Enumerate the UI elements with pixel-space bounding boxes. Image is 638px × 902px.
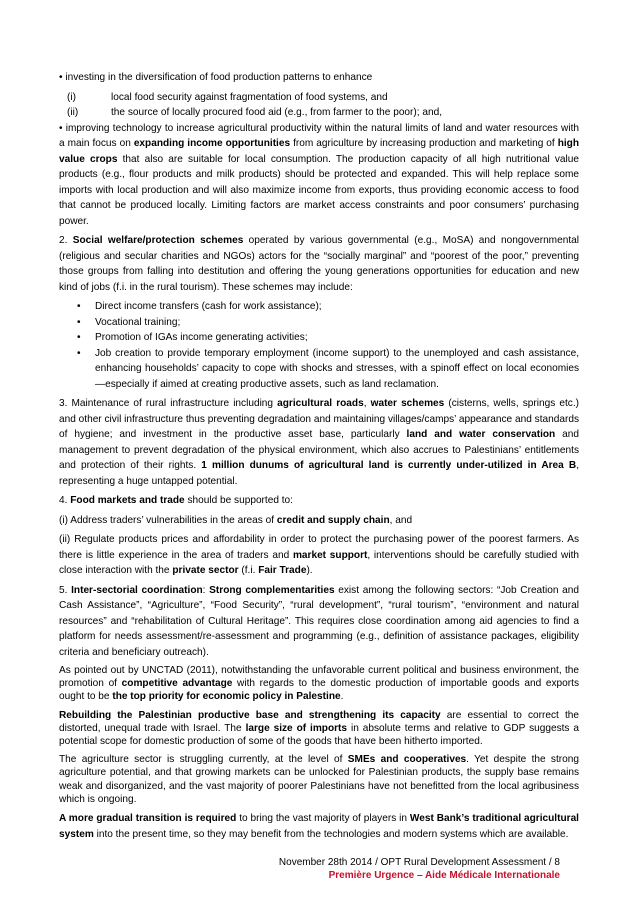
- text-run: (cisterns, wells, springs etc.) and other civil infrastructure thus preventing degradation and maintaining villages/camps’ appearance and standards of hygiene; and investment in the productive asset base, particularly: [59, 398, 580, 440]
- bold-text: 1 million dunums of agricultural land is currently under-utilized in Area B: [201, 460, 577, 471]
- bullet-glyph: •: [77, 316, 81, 328]
- bold-text: agricultural roads: [277, 398, 364, 409]
- text-run: 5.: [59, 584, 72, 596]
- paragraph-intersectorial: [59, 583, 579, 661]
- footer-organization: Première Urgence – Aide Médicale Internationale: [328, 870, 560, 881]
- text-run: with regards to the domestic production of importable goods and exports ought to be: [59, 678, 579, 703]
- text-run: local food security against fragmentation of food systems, and: [111, 91, 388, 103]
- bold-text: Rebuilding the Palestinian productive base and strengthening its capacity: [59, 709, 441, 721]
- bold-text: market support: [292, 549, 368, 561]
- paragraph-unctad: [59, 664, 579, 704]
- bold-text: SMEs and cooperatives: [347, 754, 467, 766]
- text-run: in absolute terms and relative to GDP suggests a potential scope for domestic production of some of the goods that have been hitherto imported.: [59, 722, 579, 748]
- text-run: 4.: [59, 495, 71, 506]
- bold-text: West Bank’s traditional agricultural system: [59, 813, 579, 840]
- text-run: , interventions should be carefully studied with close interaction with the: [59, 549, 579, 576]
- text-run: The agriculture sector is struggling currently, at the level of: [59, 754, 348, 766]
- text-run: to bring the vast majority of players in: [236, 813, 410, 825]
- paragraph-gradual: [59, 811, 579, 842]
- text-run: should be supported to:: [184, 495, 293, 506]
- text-run: ).: [306, 565, 313, 576]
- list-item: [59, 315, 579, 331]
- text-run: from agriculture by increasing production and marketing of: [290, 138, 558, 149]
- list-item: [59, 299, 579, 315]
- page-footer: [279, 856, 560, 882]
- list-item: [59, 330, 579, 346]
- paragraph-social: [59, 233, 579, 295]
- item-text: [111, 105, 579, 121]
- bold-text: high value crops: [59, 138, 580, 165]
- list-item-text: Promotion of IGAs income generating activities;: [95, 332, 308, 343]
- text-run: • improving technology to increase agricultural productivity within the natural limits of land and water resources with a main focus on: [59, 122, 579, 149]
- bold-text: land and water conservation: [406, 429, 556, 440]
- bold-text: Social welfare/protection schemes: [72, 235, 244, 246]
- list-item-text: Vocational training;: [95, 316, 181, 328]
- paragraph-maintenance: [59, 396, 579, 489]
- text-run: • investing in the diversification of food production patterns to enhance: [59, 72, 373, 83]
- text-run: the source of locally procured food aid (e.g., from farmer to the poor); and,: [111, 107, 443, 118]
- list-item-text: Direct income transfers (cash for work assistance);: [95, 301, 322, 312]
- bold-text: Food markets and trade: [70, 495, 185, 506]
- bold-text: competitive advantage: [121, 678, 233, 690]
- bold-text: water schemes: [370, 398, 445, 409]
- paragraph-traders: [59, 513, 579, 529]
- text-run: (ii) Regulate products prices and affordability in order to protect the purchasing power of the poorest farmers. As there is little experience in the area of traders and: [59, 534, 579, 561]
- paragraph-rebuilding: [59, 709, 579, 749]
- bold-text: Fair Trade: [258, 565, 307, 576]
- text-run: are essential to correct the distorted, unequal trade with Israel. The: [59, 709, 580, 734]
- bold-text: A more gradual transition is required: [59, 813, 237, 825]
- text-run: exist among the following sectors: “Job Creation and Cash Assistance”, “Agriculture”, “Food Security”, “rural development”, “rural tourism”, “environment and natural resources” and “rehabilitation of Cultural Heritage”. This requires close coordination among aid agencies to find a platform for needs assessment/re-assessment and programming (e.g., definition of assistance packages, eligibility criteria and beneficiary outreach).: [59, 584, 579, 658]
- document-body: [59, 70, 579, 846]
- bullet-glyph: •: [77, 347, 81, 359]
- text-run: operated by various governmental (e.g., MoSA) and nongovernmental (religious and secular charities and NGOs) actors for the “socially marginal” and “poorest of the poor,” preventing those groups from falling into destitution and offering the young generations opportunities for education and new kind of jobs (f.i. in the rural tourism). These schemes may include:: [59, 235, 579, 293]
- item-number: (ii): [67, 107, 79, 118]
- paragraph-improving: [59, 121, 579, 230]
- bold-text: Strong complementarities: [209, 584, 335, 596]
- numbered-item-sub_ii: [59, 105, 579, 121]
- list-item: [59, 346, 579, 393]
- text-run: 2.: [59, 235, 73, 246]
- bold-text: credit and supply chain: [276, 514, 390, 526]
- text-run: . Yet despite the strong agriculture potential, and that growing markets can be unlocked for Palestinian products, the supply base remains weak and disorganized, and the vast majority of poorer Palestinians have not benefitted from the local agribusiness which is ongoing.: [59, 754, 579, 805]
- text-run: , representing a huge untapped potential.: [59, 460, 579, 487]
- bullet-glyph: •: [77, 332, 81, 343]
- bold-text: the top priority for economic policy in Palestine: [112, 691, 341, 703]
- text-run: .: [340, 691, 344, 703]
- paragraph-food_markets: [59, 493, 579, 509]
- text-run: ,: [363, 398, 371, 409]
- bullet-list: [59, 299, 579, 392]
- text-run: (f.i.: [238, 565, 259, 576]
- paragraph-intro: [59, 70, 579, 86]
- text-run: 3. Maintenance of rural infrastructure including: [59, 398, 278, 409]
- bullet-glyph: •: [77, 301, 81, 312]
- bold-text: Inter-sectorial coordination: [71, 584, 203, 596]
- text-run: :: [202, 584, 210, 596]
- footer-page-info: November 28th 2014 / OPT Rural Development Assessment / 8: [278, 857, 560, 868]
- text-run: and management to prevent degradation of the physical environment, which also accrues to Palestinians’ entitlements and protection of their rights.: [59, 429, 579, 471]
- list-item-text: Job creation to provide temporary employment (income support) to the unemployed and cash assistance, enhancing households’ capacity to cope with shocks and stresses, with a spinoff effect on local economies—especially if aimed at creating productive assets, such as land reclamation.: [95, 347, 579, 390]
- text-run: (i) Address traders’ vulnerabilities in the areas of: [59, 514, 277, 526]
- bold-text: large size of imports: [245, 722, 348, 734]
- numbered-item-sub_i: [59, 90, 579, 106]
- text-run: As pointed out by UNCTAD (2011), notwithstanding the unfavorable current political and business environment, the promotion of: [59, 665, 579, 690]
- text-run: into the present time, so they may benefit from the technologies and modern systems which are available.: [93, 828, 569, 840]
- paragraph-regulate: [59, 532, 579, 579]
- bold-text: expanding income opportunities: [133, 138, 291, 149]
- item-text: [111, 90, 579, 106]
- bold-text: private sector: [172, 565, 239, 576]
- item-number: (i): [67, 91, 76, 103]
- paragraph-agri_sector: [59, 753, 579, 806]
- text-run: , and: [389, 514, 413, 526]
- text-run: that also are suitable for local consumption. The production capacity of all high nutritional value products (e.g., flour products and milk products) should be protected and expanded. This will help replace some imports with local production and will also maximize income from exports, thus providing economic access to food that cannot be produced locally. Limiting factors are market access constraints and poor consumers’ purchasing power.: [59, 153, 580, 227]
